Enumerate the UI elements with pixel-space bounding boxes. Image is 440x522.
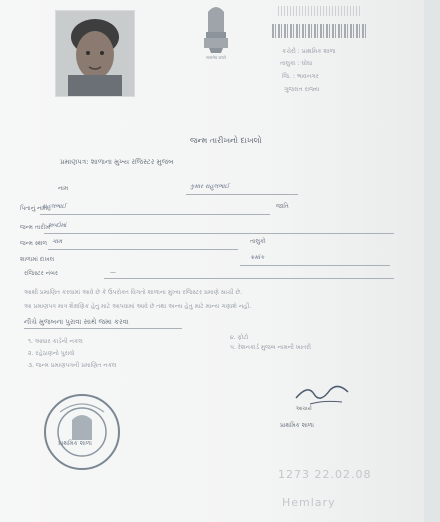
field-label-name: નામ xyxy=(58,185,69,192)
office-line-3: જિ. : ભાવનગર xyxy=(282,73,319,80)
field-label-father: પિતાનું નામ xyxy=(20,205,48,212)
field-underline xyxy=(48,249,238,250)
note-right-2: ૫. રેશનકાર્ડ મુજબ નામની ખાતરી xyxy=(230,344,311,351)
field-value-register: — xyxy=(110,269,116,276)
field-underline xyxy=(104,278,394,279)
national-emblem-icon xyxy=(195,2,237,56)
school-seal-icon xyxy=(42,392,122,472)
field-label-dob: જન્મ તારીખ xyxy=(20,224,51,231)
section-underline xyxy=(24,328,182,329)
certificate-paragraph-line-1: આથી પ્રમાણિત કરવામાં આવે છે કે ઉપરોક્ત વિગતો શાળાના મુખ્ય રજિસ્ટર પ્રમાણે સાચી છે. xyxy=(24,289,243,296)
note-left-2: ૨. રહેઠાણનો પુરાવો xyxy=(28,350,75,357)
field-underline xyxy=(186,194,298,195)
seal-text: પ્રાથમિક શાળા xyxy=(58,440,92,447)
footer-handwritten-note: Hemlary xyxy=(282,496,336,509)
office-line-1: કચેરી : પ્રાથમિક શાળા xyxy=(282,48,336,55)
barcode xyxy=(272,24,366,38)
field-underline xyxy=(40,214,270,215)
student-photo xyxy=(55,10,135,97)
field-label-admission: શાળામાં દાખલ xyxy=(20,256,55,263)
field-label-birthplace: જન્મ સ્થળ xyxy=(20,240,48,247)
field-value-admission: ક્રમાંક xyxy=(250,254,265,261)
field-underline xyxy=(240,265,390,266)
field-suffix-caste: જાતિ xyxy=(276,203,289,210)
field-value-dob: શબ્દોમાં xyxy=(48,222,67,229)
footer-handwritten-number: 1273 22.02.08 xyxy=(278,468,372,481)
field-underline xyxy=(44,233,394,234)
note-left-1: ૧. આધાર કાર્ડની નકલ xyxy=(28,338,83,345)
emblem-caption: सत्यमेव जयते xyxy=(206,55,226,60)
office-line-4: ગુજરાત રાજ્ય xyxy=(284,86,320,93)
certificate-paragraph-line-2: આ પ્રમાણપત્ર માત્ર શૈક્ષણિક હેતુ માટે આપવામાં આવે છે તથા અન્ય હેતુ માટે માન્ય ગણાશે નહીં. xyxy=(24,303,252,310)
field-suffix-taluka: તાલુકો xyxy=(250,238,266,245)
field-value-name: કુમાર રાહુલભાઈ xyxy=(190,183,230,190)
field-value-birthplace: ગામ xyxy=(52,238,63,245)
document-subtitle: પ્રમાણપત્ર: શાળાના મુખ્ય રજિસ્ટર મુજબ xyxy=(60,158,174,166)
signatory-subtitle: પ્રાથમિક શાળા xyxy=(280,422,314,429)
barcode-top xyxy=(278,6,360,16)
page-edge-shadow xyxy=(424,0,440,522)
note-right-1: ૪. ફોટો xyxy=(230,334,249,341)
office-line-2: તાલુકા : ઘોઘા xyxy=(280,60,313,67)
note-left-3: ૩. જન્મ પ્રમાણપત્રની પ્રમાણિત નકલ xyxy=(28,362,117,369)
document-title: જન્મ તારીખનો દાખલો xyxy=(190,136,262,145)
field-label-register: રજિસ્ટર નંબર xyxy=(24,270,58,277)
signatory-title: આચાર્ય xyxy=(296,406,312,412)
field-value-father: રાહુલભાઈ xyxy=(42,203,67,210)
section-heading: નીચે મુજબના પુરાવા સાથે જમા કરવા xyxy=(24,318,129,326)
